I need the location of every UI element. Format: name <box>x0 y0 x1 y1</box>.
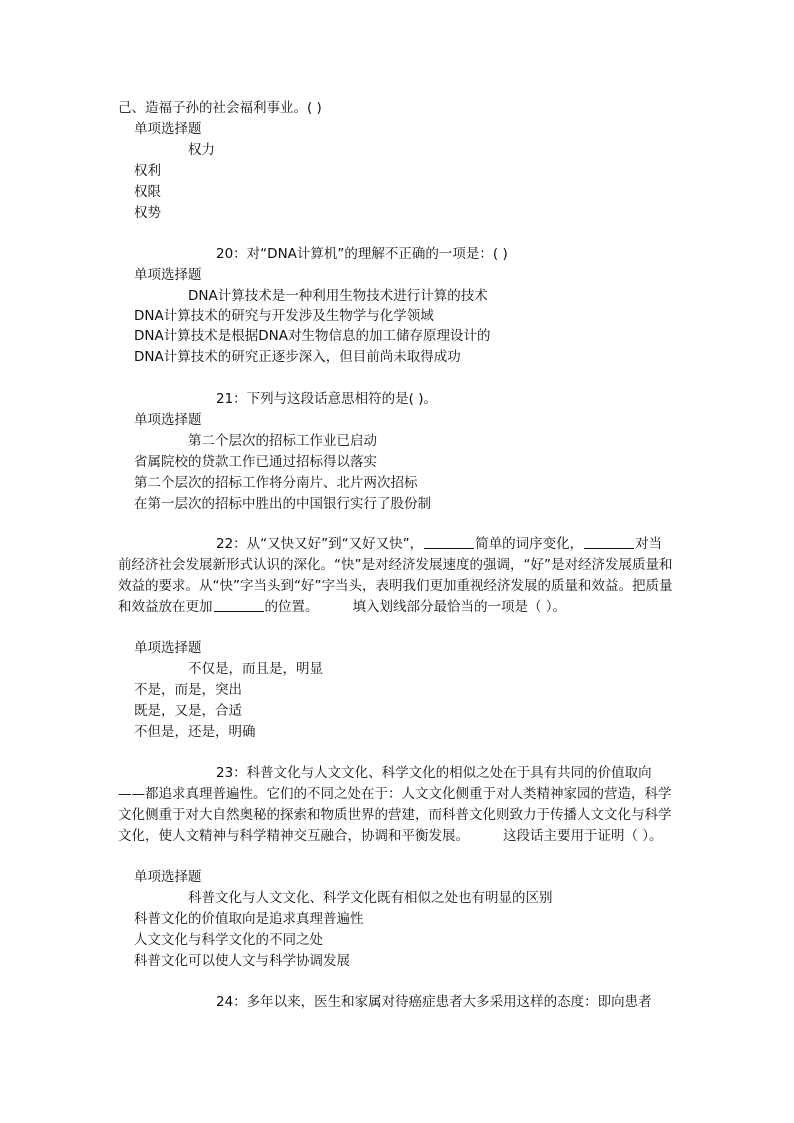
q22-option-c: 既是，又是，合适 <box>134 703 242 719</box>
q20-type: 单项选择题 <box>134 267 202 283</box>
q22-stem-part2: 简单的词序变化， <box>475 536 584 552</box>
q21-option-a: 第二个层次的招标工作业已启动 <box>188 433 377 449</box>
q22-stem-part5: 填入划线部分最恰当的一项是（ ）。 <box>352 599 567 615</box>
q20-option-b: DNA计算技术的研究与开发涉及生物学与化学领域 <box>134 308 434 324</box>
q22-stem-part3: 对当前经济社会发展新形式认识的深化。“快”是对经济发展速度的强调，“好”是对经济发展质量和效益的要求。从“快”字当头到“好”字当头，表明我们更加重视经济发展的质量和效益。把质量和效益放在更加 <box>118 536 673 615</box>
q21-option-c: 第二个层次的招标工作将分南片、北片两次招标 <box>134 475 418 491</box>
q22-blank-2 <box>584 534 634 549</box>
q20-option-d: DNA计算技术的研究正逐步深入，但目前尚未取得成功 <box>134 349 461 365</box>
q23-option-a: 科普文化与人文文化、科学文化既有相似之处也有明显的区别 <box>188 890 553 906</box>
q19-option-d: 权势 <box>134 205 161 221</box>
q21-option-b: 省属院校的贷款工作已通过招标得以落实 <box>134 454 377 470</box>
q22-option-b: 不是，而是，突出 <box>134 682 242 698</box>
q20-stem: 20：对“DNA计算机”的理解不正确的一项是：( ) <box>216 246 508 262</box>
q20-option-c: DNA计算技术是根据DNA对生物信息的加工储存原理设计的 <box>134 328 491 344</box>
q22-stem-part1: 22：从“又快又好”到“又好又快”， <box>216 536 424 552</box>
q19-type: 单项选择题 <box>134 121 202 137</box>
q22-type: 单项选择题 <box>134 640 202 656</box>
q23-option-b: 科普文化的价值取向是追求真理普遍性 <box>134 911 364 927</box>
q22-option-d: 不但是，还是，明确 <box>134 724 256 740</box>
q22-option-a: 不仅是，而且是，明显 <box>188 661 323 677</box>
q21-option-d: 在第一层次的招标中胜出的中国银行实行了股份制 <box>134 496 431 512</box>
q20-option-a: DNA计算技术是一种利用生物技术进行计算的技术 <box>188 288 488 304</box>
q22-blank-1 <box>424 534 474 549</box>
q23-stem <box>118 763 674 847</box>
q21-stem: 21：下列与这段话意思相符的是( )。 <box>216 391 438 407</box>
q21-type: 单项选择题 <box>134 412 202 428</box>
q22-stem-part4: 的位置。 <box>264 599 319 615</box>
q23-option-c: 人文文化与科学文化的不同之处 <box>134 932 323 948</box>
q19-option-a: 权力 <box>188 142 215 158</box>
q19-option-b: 权利 <box>134 163 161 179</box>
q24-stem: 24：多年以来，医生和家属对待癌症患者大多采用这样的态度：即向患者 <box>216 994 652 1010</box>
q22-blank-3 <box>214 597 264 612</box>
q23-option-d: 科普文化可以使人文与科学协调发展 <box>134 953 350 969</box>
q23-type: 单项选择题 <box>134 869 202 885</box>
q19-option-c: 权限 <box>134 184 161 200</box>
q19-stem: 己、造福子孙的社会福利事业。( ) <box>118 100 322 116</box>
q23-stem-part2: 这段话主要用于证明（ ）。 <box>503 828 663 844</box>
q23-stem-part1: 23：科普文化与人文文化、科学文化的相似之处在于具有共同的价值取向——都追求真理普遍性。它们的不同之处在于：人文文化侧重于对人类精神家园的营造，科学文化侧重于对大自然奥秘的探索和物质世界的营建，而科普文化则致力于传播人文文化与科学文化，使人文精神与科学精神交互融合，协调和平衡发展。 <box>118 765 672 844</box>
q22-stem <box>118 534 674 618</box>
